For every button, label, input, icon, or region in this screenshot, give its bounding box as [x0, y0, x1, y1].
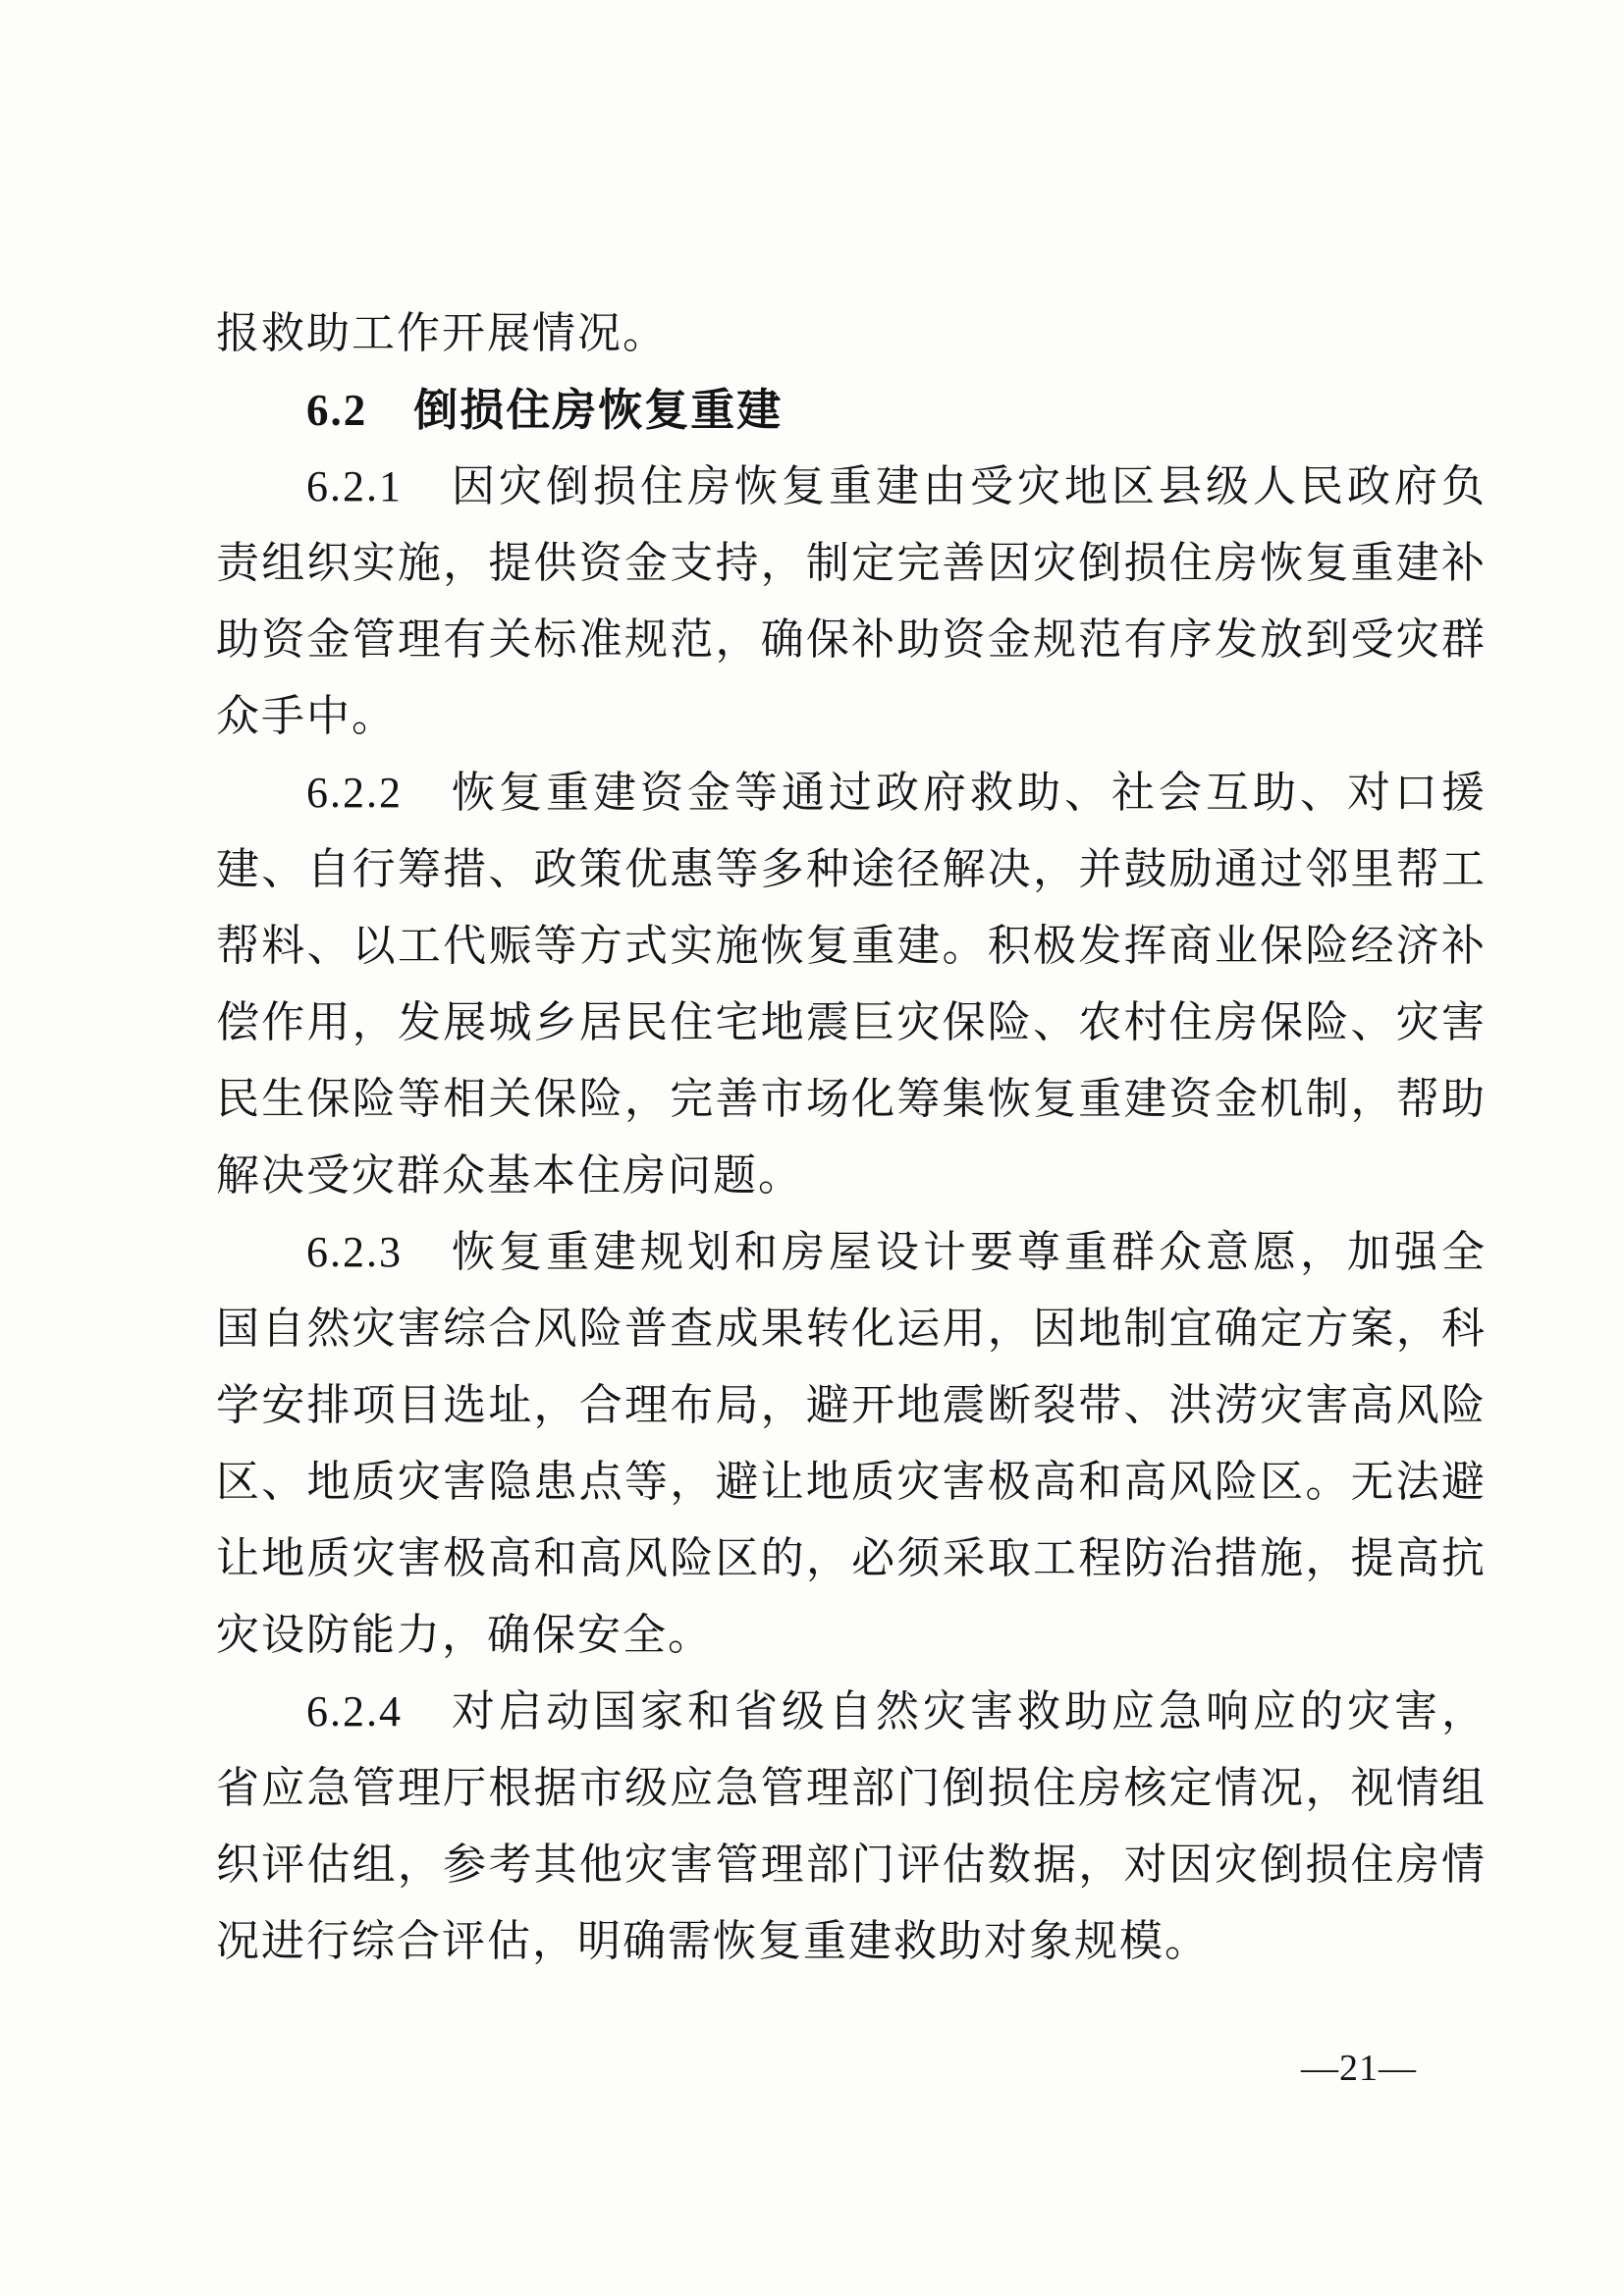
paragraph-line: 学安排项目选址，合理布局，避开地震断裂带、洪涝灾害高风险 [216, 1381, 1487, 1429]
page-number: —21— [1301, 2048, 1417, 2089]
paragraph-line: 解决受灾群众基本住房问题。 [216, 1151, 803, 1200]
paragraph-line: 省应急管理厅根据市级应急管理部门倒损住房核定情况，视情组 [216, 1764, 1487, 1812]
paragraph-line: 民生保险等相关保险，完善市场化筹集恢复重建资金机制，帮助 [216, 1075, 1487, 1123]
paragraph-line: 助资金管理有关标准规范，确保补助资金规范有序发放到受灾群 [216, 615, 1487, 664]
paragraph-line: 责组织实施，提供资金支持，制定完善因灾倒损住房恢复重建补 [216, 539, 1487, 587]
paragraph-line: 帮料、以工代赈等方式实施恢复重建。积极发挥商业保险经济补 [216, 922, 1487, 970]
document-body [216, 295, 1487, 1980]
paragraph-line: 6.2.4 对启动国家和省级自然灾害救助应急响应的灾害， [306, 1687, 1487, 1735]
paragraph-line: 区、地质灾害隐患点等，避让地质灾害极高和高风险区。无法避 [216, 1458, 1487, 1506]
paragraph-line: 国自然灾害综合风险普查成果转化运用，因地制宜确定方案，科 [216, 1305, 1487, 1353]
paragraph-line: 灾设防能力，确保安全。 [216, 1611, 713, 1659]
paragraph-line: 6.2.3 恢复重建规划和房屋设计要尊重群众意愿，加强全 [306, 1228, 1487, 1276]
paragraph-line: 让地质灾害极高和高风险区的，必须采取工程防治措施，提高抗 [216, 1534, 1487, 1582]
paragraph-line: 6.2.2 恢复重建资金等通过政府救助、社会互助、对口援 [306, 769, 1487, 817]
section-heading: 6.2 倒损住房恢复重建 [306, 386, 784, 435]
paragraph-line: 偿作用，发展城乡居民住宅地震巨灾保险、农村住房保险、灾害 [216, 998, 1487, 1046]
paragraph-line: 织评估组，参考其他灾害管理部门评估数据，对因灾倒损住房情 [216, 1841, 1487, 1889]
paragraph-line: 况进行综合评估，明确需恢复重建救助对象规模。 [216, 1917, 1210, 1965]
paragraph-line: 6.2.1 因灾倒损住房恢复重建由受灾地区县级人民政府负 [306, 462, 1487, 510]
continuation-text-line: 报救助工作开展情况。 [216, 309, 668, 357]
paragraph-line: 建、自行筹措、政策优惠等多种途径解决，并鼓励通过邻里帮工 [216, 845, 1487, 893]
paragraph-line: 众手中。 [216, 692, 397, 740]
